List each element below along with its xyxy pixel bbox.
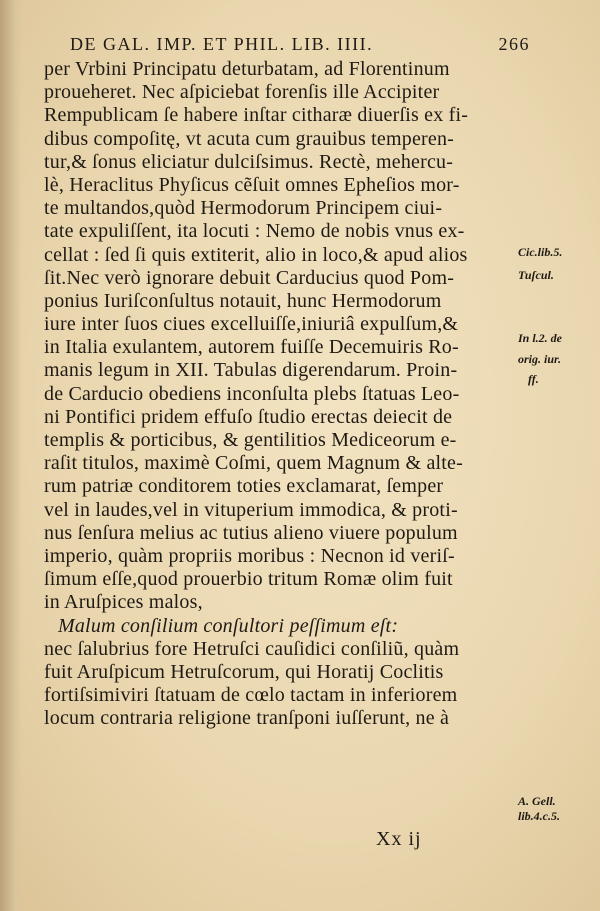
text-line: rum patriæ conditorem toties exclamarat, ſemper <box>44 475 444 498</box>
text-line: tur,& ſonus eliciatur dulciſsimus. Rectè, mehercu- <box>44 150 454 173</box>
running-header <box>70 34 530 58</box>
text-line: ni Pontifici pridem effuſo ſtudio erectas deiecit de <box>44 405 453 428</box>
margin-note: Cic.lib.5. <box>518 245 563 259</box>
page-number: 266 <box>498 34 530 54</box>
text-line: locum contraria religione tranſponi iuſſerunt, ne à <box>44 707 450 730</box>
margin-note: Tuſcul. <box>518 268 554 282</box>
text-line: lè, Heraclitus Phyſicus cẽſuit omnes Epheſios mor- <box>44 173 460 196</box>
text-line: fuit Aruſpicum Hetruſcorum, qui Horatij Coclitis <box>44 660 444 683</box>
text-line: iure inter ſuos ciues excelluiſſe,iniuriâ expulſum,& <box>44 313 459 336</box>
body-text <box>44 58 514 730</box>
text-line: ponius Iuriſconſultus notauit, hunc Hermodorum <box>44 289 442 312</box>
running-title: DE GAL. IMP. ET PHIL. LIB. IIII. <box>70 34 374 54</box>
text-line: manis legum in XII. Tabulas digerendarum. Proin- <box>44 359 458 382</box>
margin-note: In l.2. de <box>518 331 563 345</box>
text-line: tate expuliſſent, ita locuti : Nemo de nobis vnus ex- <box>44 220 465 243</box>
text-line: de Carducio obediens inconſulta plebs ſtatuas Leo- <box>44 382 460 405</box>
text-line: nus ſenſura melius ac tutius alieno viuere populum <box>44 521 458 544</box>
text-line: te multandos,quòd Hermodorum Principem ciui- <box>44 197 443 220</box>
text-line: proueheret. Nec aſpiciebat forenſis ille Accipiter <box>44 81 440 104</box>
text-line: imperio, quàm propriis moribus : Necnon id veriſ- <box>44 544 455 567</box>
margin-note: orig. iur. <box>518 352 562 366</box>
text-line: in Aruſpices malos, <box>44 591 203 614</box>
text-line: ſimum eſſe,quod prouerbio tritum Romæ olim fuit <box>44 568 453 591</box>
text-line: ſit.Nec verò ignorare debuit Carducius quod Pom- <box>44 266 455 289</box>
text-line: raſit titulos, maximè Coſmi, quem Magnum & alte- <box>44 452 463 475</box>
margin-note: A. Gell. <box>518 794 556 808</box>
text-line: Rempublicam ſe habere inſtar citharæ diuerſis ex fi- <box>44 104 469 127</box>
text-line: per Vrbini Principatu deturbatam, ad Florentinum <box>44 58 450 80</box>
text-line: vel in laudes,vel in vituperium immodica, & proti- <box>44 498 458 521</box>
margin-note: ff. <box>528 372 539 386</box>
text-line: fortiſsimiviri ſtatuam de cœlo tactam in inferiorem <box>44 684 458 707</box>
text-line: in Italia exulantem, autorem fuiſſe Decemuiris Ro- <box>44 336 459 359</box>
text-line: nec ſalubrius fore Hetruſci cauſidici conſiliũ, quàm <box>44 637 460 660</box>
margin-note: lib.4.c.5. <box>518 809 560 823</box>
proverb-heading: Malum conſilium conſultori peſſimum eſt: <box>58 614 399 637</box>
text-line: cellat : ſed ſi quis extiterit, alio in loco,& apud alios <box>44 243 468 266</box>
text-line: templis & porticibus, & gentilitios Mediceorum e- <box>44 429 457 451</box>
signature-mark: Xx ij <box>376 828 422 850</box>
gutter-shadow <box>0 0 22 911</box>
text-line: dibus compoſitę, vt acuta cum grauibus temperen- <box>44 127 455 150</box>
